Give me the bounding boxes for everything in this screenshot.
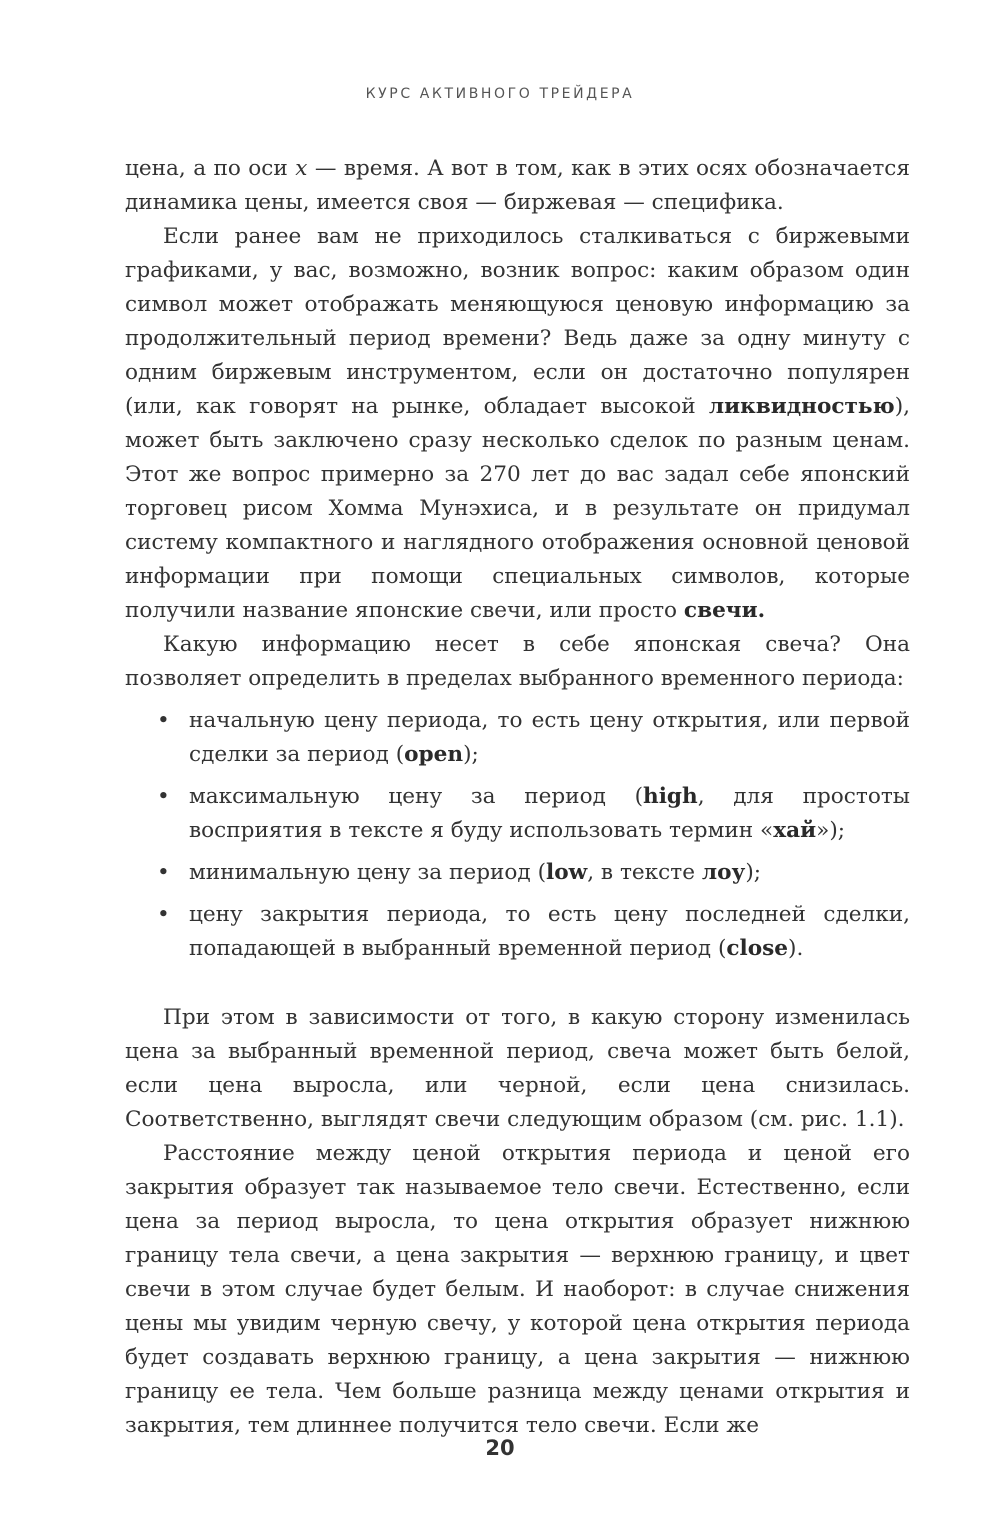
paragraph-5: Расстояние между ценой открытия периода и ценой его закрытия образует так называемое тело свечи. Естественно, если цена за период выросла, то цена открытия образует нижнюю границу тела свечи, а цена закрытия — верхнюю границу, и цвет свечи в этом случае будет белым. И наоборот: в случае снижения цены мы увидим черную свечу, у которой цена открытия периода будет создавать верхнюю границу, а цена закрытия — нижнюю границу ее тела. Чем больше разница между ценами открытия и закрытия, тем длиннее получится тело свечи. Если же [125,1141,910,1438]
list-item-text-b: ). [788,936,804,961]
term-lou: лоу [701,860,746,885]
list-item-text-c: »); [816,818,846,843]
list-item [125,704,910,772]
list-item [125,898,910,966]
list-item-text-a: цену закрытия периода, то есть цену последней сделки, попадающей в выбранный временной период ( [189,902,910,961]
term-hai: хай [773,818,817,843]
bullet-icon: • [157,902,170,927]
bullet-icon: • [157,784,170,809]
list-item-text-a: максимальную цену за период ( [189,784,643,809]
term-candles: свечи. [683,598,766,623]
paragraph-2-text-b: ), может быть заключено сразу несколько сделок по разным ценам. Этот же вопрос примерно за 270 лет до вас задал себе японский торговец рисом Хомма Мунэхиса, и в результате он придумал систему компактного и наглядного отображения основной ценовой информации при помощи специальных символов, которые получили название японские свечи, или просто [125,394,910,623]
paragraph-1-text-a: цена, а по оси [125,156,296,181]
page-body [125,152,910,1443]
paragraph-2-text-a: Если ранее вам не приходилось сталкиваться с биржевыми графиками, у вас, возможно, возник вопрос: каким образом один символ может отображать меняющуюся ценовую информацию за продолжительный период времени? Ведь даже за одну минуту с одним биржевым инструментом, если он достаточно популярен (или, как говорят на рынке, обладает высокой [125,224,910,419]
bullet-icon: • [157,708,170,733]
paragraph-2 [125,220,910,628]
term-low: low [546,860,588,885]
page-number: 20 [485,1436,515,1460]
term-liquidity: ликвидностью [708,394,895,419]
paragraph-4: При этом в зависимости от того, в какую сторону изменилась цена за выбранный временной период, свеча может быть белой, если цена выросла, или черной, если цена снизилась. Соответственно, выглядят свечи следующим образом (см. рис. 1.1). [125,1005,910,1132]
list-item [125,856,910,890]
list-item-text-b: , для простоты восприятия в тексте я буду использовать термин « [189,784,910,843]
list-item-text-a: минимальную цену за период ( [189,860,546,885]
paragraph-1-text-b: — время. А вот в том, как в этих осях обозначается динамика цены, имеется своя — биржевая — специфика. [125,156,910,215]
bullet-icon: • [157,860,170,885]
running-head-title: КУРС АКТИВНОГО ТРЕЙДЕРА [365,86,635,102]
list-item-text-b: ); [463,742,479,767]
term-close: close [726,936,789,961]
list-item-text-a: начальную цену периода, то есть цену открытия, или первой сделки за период ( [189,708,910,767]
term-high: high [643,784,698,809]
paragraph-3: Какую информацию несет в себе японская свеча? Она позволяет определить в пределах выбранного временного периода: [125,632,910,691]
list-item [125,780,910,848]
paragraph-1 [125,152,910,220]
list-item-text-c: ); [745,860,762,885]
list-item-text-b: , в тексте [587,860,702,885]
candle-info-list [125,704,910,966]
axis-variable: x [295,156,308,181]
term-open: open [404,742,464,767]
